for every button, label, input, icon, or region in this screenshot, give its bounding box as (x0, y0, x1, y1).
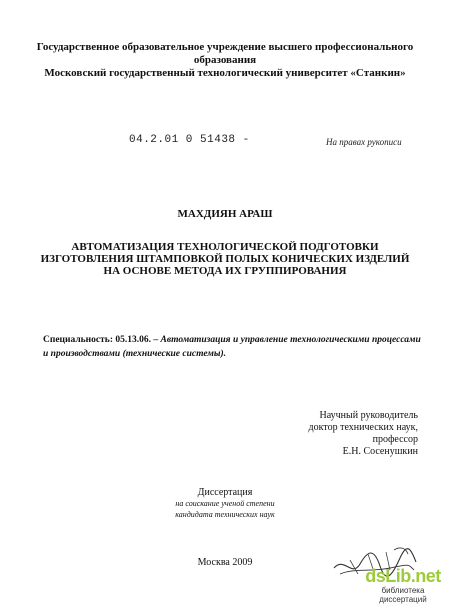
specialty-label: Специальность: (43, 335, 113, 345)
watermark-tagline: библиотека диссертаций (379, 586, 427, 604)
dissertation-block (0, 487, 450, 520)
registration-stamp: 04.2.01 0 51438 - (129, 134, 250, 146)
institution-header (0, 41, 450, 80)
supervisor-role: Научный руководитель (319, 410, 418, 421)
city-year: Москва 2009 (197, 557, 253, 568)
dissertation-line-3: кандидата технических наук (175, 510, 275, 519)
institution-line-3: Московский государственный технологический университет «Станкин» (44, 67, 406, 79)
dissertation-heading: Диссертация (197, 487, 253, 498)
institution-line-2: образования (193, 54, 257, 66)
title-line-3: НА ОСНОВЕ МЕТОДА ИХ ГРУППИРОВАНИЯ (103, 265, 347, 277)
dissertation-line-2: на соискание ученой степени (175, 499, 275, 508)
specialty-block (43, 333, 423, 361)
author-name: МАХДИЯН АРАШ (177, 208, 273, 220)
specialty-code: 05.13.06. – (115, 335, 159, 345)
institution-line-1: Государственное образовательное учреждение высшего профессионального (36, 41, 414, 53)
supervisor-degree: доктор технических наук, (308, 422, 418, 433)
rights-note: На правах рукописи (326, 137, 402, 147)
supervisor-rank: профессор (372, 434, 418, 445)
supervisor-name: Е.Н. Сосенушкин (342, 446, 418, 457)
supervisor-block (309, 410, 418, 458)
thesis-title (0, 241, 450, 277)
title-line-2: ИЗГОТОВЛЕНИЯ ШТАМПОВКОЙ ПОЛЫХ КОНИЧЕСКИХ ИЗДЕЛИЙ (40, 253, 410, 265)
title-line-1: АВТОМАТИЗАЦИЯ ТЕХНОЛОГИЧЕСКОЙ ПОДГОТОВКИ (71, 241, 379, 253)
watermark-brand: dsLib.net (365, 566, 441, 586)
specialty-description: Автоматизация и управление технологическими процессами и производствами (технические системы). (43, 335, 421, 359)
watermark-logo (357, 566, 449, 604)
